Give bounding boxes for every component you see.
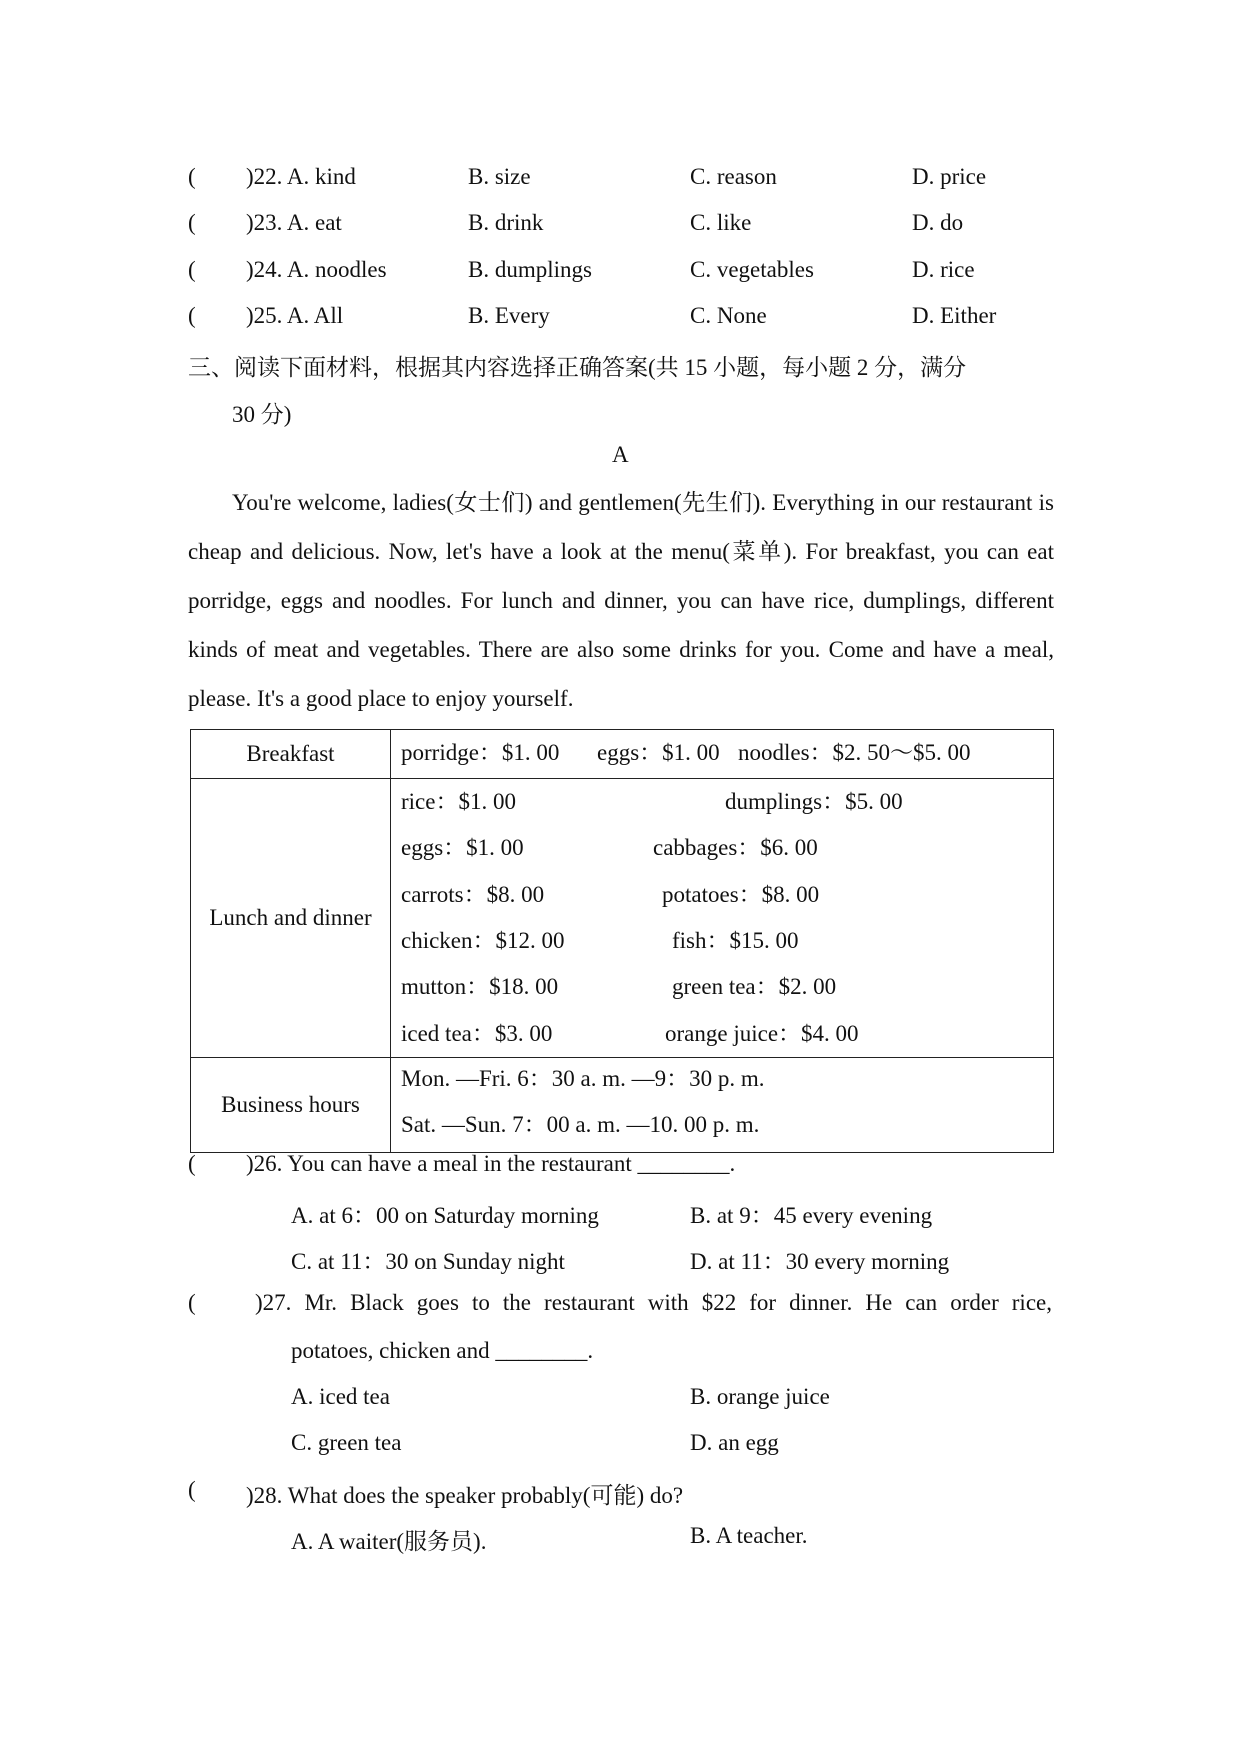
option-b: B. dumplings — [468, 257, 592, 282]
option-c: C. at 11：30 on Sunday night — [291, 1249, 565, 1274]
option-c: C. vegetables — [690, 257, 814, 282]
option-b: B. drink — [468, 210, 544, 235]
menu-item: potatoes：$8. 00 — [662, 882, 820, 907]
answer-paren: ( — [188, 1151, 196, 1176]
question-28-stem — [0, 1477, 1240, 1517]
menu-item: eggs：$1. 00 — [597, 740, 720, 765]
option-a: A. at 6：00 on Saturday morning — [291, 1203, 599, 1228]
menu-item: porridge：$1. 00 — [401, 740, 560, 765]
menu-item: cabbages：$6. 00 — [653, 835, 818, 860]
answer-paren: ( — [188, 1290, 196, 1315]
option-c: C. None — [690, 303, 767, 328]
hours-line: Mon. —Fri. 6：30 a. m. —9：30 p. m. — [401, 1066, 765, 1091]
question-27-options-ab — [0, 1384, 1240, 1424]
menu-item: eggs：$1. 00 — [401, 835, 524, 860]
question-27-stem-continued: potatoes, chicken and ________. — [291, 1338, 594, 1363]
lunch-dinner-items — [391, 779, 1054, 1058]
menu-item: carrots：$8. 00 — [401, 882, 545, 907]
option-d: D. at 11：30 every morning — [690, 1249, 950, 1274]
option-a: )25. A. All — [246, 303, 344, 328]
section-heading: 三、阅读下面材料，根据其内容选择正确答案(共 15 小题，每小题 2 分，满分 — [188, 355, 967, 380]
option-d: D. an egg — [690, 1430, 779, 1455]
business-hours-label: Business hours — [191, 1058, 391, 1153]
question-23-row — [0, 210, 1240, 250]
lunch-dinner-label: Lunch and dinner — [191, 779, 391, 1058]
section-heading-continued: 30 分) — [232, 402, 292, 427]
option-d: D. Either — [912, 303, 997, 328]
option-c: C. reason — [690, 164, 777, 189]
option-b: B. orange juice — [690, 1384, 830, 1409]
answer-paren: ( — [188, 257, 196, 282]
question-text: )26. You can have a meal in the restaurant ________. — [246, 1151, 736, 1176]
menu-item: mutton：$18. 00 — [401, 974, 559, 999]
option-a: )22. A. kind — [246, 164, 356, 189]
option-b: B. size — [468, 164, 531, 189]
question-26-options-ab — [0, 1197, 1240, 1237]
option-d: D. rice — [912, 257, 975, 282]
question-26-options-cd — [0, 1243, 1240, 1283]
question-27-options-cd — [0, 1430, 1240, 1470]
answer-paren: ( — [188, 210, 196, 235]
menu-item: green tea：$2. 00 — [672, 974, 837, 999]
menu-item: rice：$1. 00 — [401, 789, 516, 814]
menu-item: noodles：$2. 50～$5. 00 — [738, 740, 971, 765]
option-b: B. at 9：45 every evening — [690, 1203, 933, 1228]
menu-item: fish：$15. 00 — [672, 928, 799, 953]
business-hours-items — [391, 1058, 1054, 1153]
question-22-row — [0, 164, 1240, 204]
breakfast-items — [391, 730, 1054, 779]
menu-table — [190, 729, 1054, 1153]
question-28-options-ab — [0, 1523, 1240, 1563]
hours-line: Sat. —Sun. 7：00 a. m. —10. 00 p. m. — [401, 1112, 760, 1137]
option-b: B. A teacher. — [690, 1523, 808, 1548]
answer-paren: ( — [188, 1477, 196, 1502]
breakfast-label: Breakfast — [191, 730, 391, 779]
question-25-row — [0, 303, 1240, 343]
option-b: B. Every — [468, 303, 550, 328]
passage-body: You're welcome, ladies(女士们) and gentlemen(先生们). Everything in our restaurant is cheap and delicious. Now, let's have a look at the menu(菜单). For breakfast, you can eat porridge, eggs and noodles. For lunch and dinner, you can have rice, dumplings, different kinds of meat and vegetables. There are also some drinks for you. Come and have a meal, please. It's a good place to enjoy yourself. — [188, 490, 1054, 711]
question-26-stem — [0, 1151, 1240, 1191]
answer-paren: ( — [188, 164, 196, 189]
passage-label: A — [612, 442, 629, 467]
option-a: )24. A. noodles — [246, 257, 387, 282]
option-a: A. iced tea — [291, 1384, 390, 1409]
question-24-row — [0, 257, 1240, 297]
menu-item: dumplings：$5. 00 — [725, 789, 903, 814]
option-d: D. price — [912, 164, 987, 189]
question-text: )28. What does the speaker probably(可能) do? — [246, 1483, 684, 1508]
option-a: A. A waiter(服务员). — [291, 1529, 487, 1554]
option-d: D. do — [912, 210, 964, 235]
question-27-stem: )27. Mr. Black goes to the restaurant with $22 for dinner. He can order rice, — [255, 1290, 1052, 1315]
option-c: C. green tea — [291, 1430, 402, 1455]
answer-paren: ( — [188, 303, 196, 328]
menu-item: chicken：$12. 00 — [401, 928, 565, 953]
passage-text — [188, 478, 1054, 723]
option-c: C. like — [690, 210, 752, 235]
menu-item: iced tea：$3. 00 — [401, 1021, 553, 1046]
menu-item: orange juice：$4. 00 — [665, 1021, 859, 1046]
option-a: )23. A. eat — [246, 210, 342, 235]
